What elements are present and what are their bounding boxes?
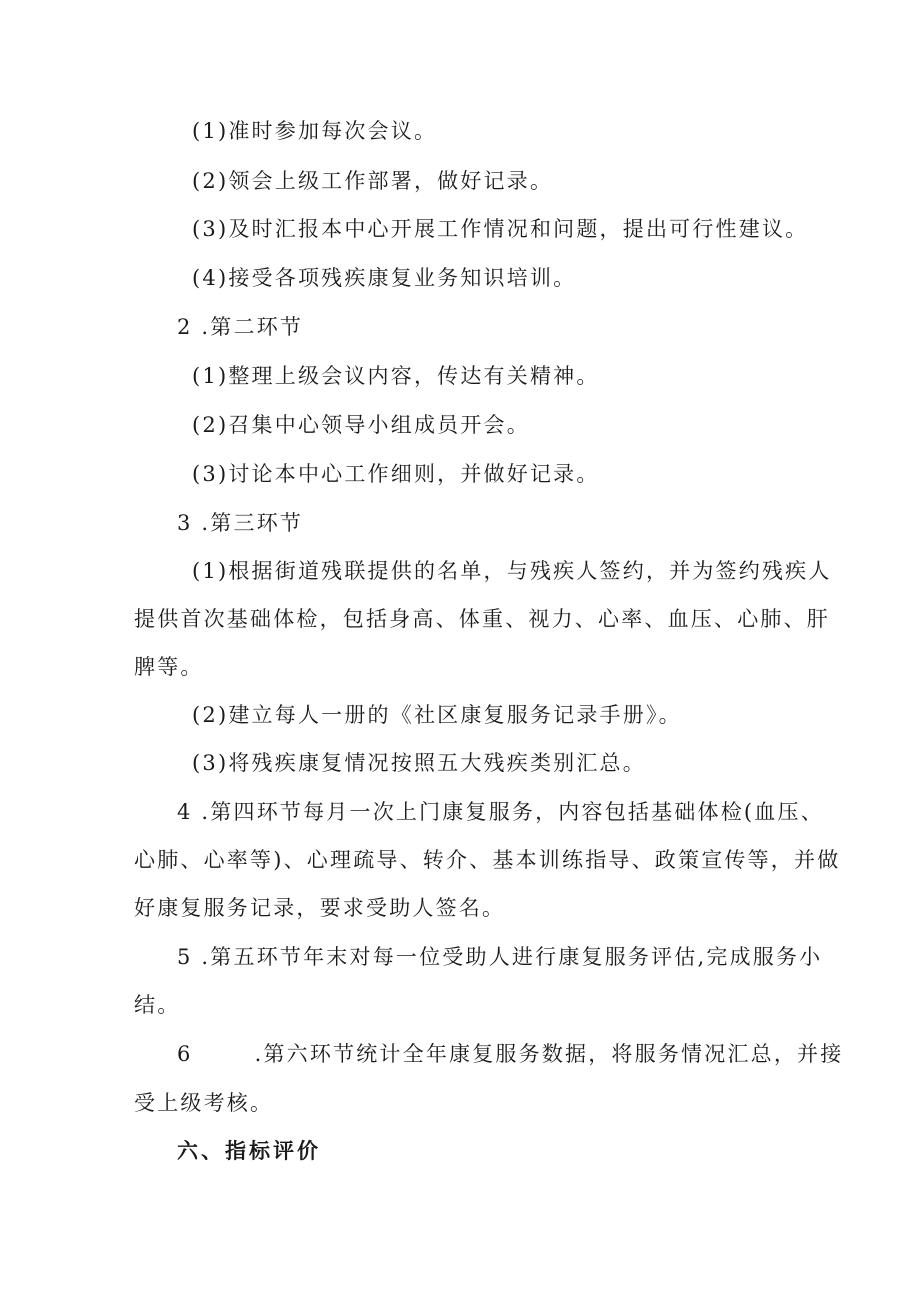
section-2-title: 2 .第二环节 [177, 315, 304, 339]
item-1-4: (4)接受各项残疾康复业务知识培训。 [192, 266, 577, 290]
heading-indicator-evaluation: 六、指标评价 [177, 1138, 321, 1163]
section-6-number: 6 [177, 1042, 193, 1066]
item-1-1: (1)准时参加每次会议。 [192, 119, 438, 143]
section-5-line2: 结。 [134, 993, 181, 1017]
section-6-line1 [177, 1039, 843, 1069]
item-2-3: (3)讨论本中心工作细则，并做好记录。 [192, 462, 600, 486]
item-3-3: (3)将残疾康复情况按照五大残疾类别汇总。 [192, 751, 646, 775]
section-5-line1: 5 .第五环节年末对每一位受助人进行康复服务评估,完成服务小 [177, 945, 823, 969]
item-3-1-line2: 提供首次基础体检，包括身高、体重、视力、心率、血压、心肺、肝 [134, 607, 830, 631]
item-1-3: (3)及时汇报本中心开展工作情况和问题，提出可行性建议。 [192, 217, 809, 241]
section-4-line2: 心肺、心率等)、心理疏导、转介、基本训练指导、政策宣传等，并做 [134, 848, 841, 872]
item-3-2: (2)建立每人一册的《社区康复服务记录手册》。 [192, 703, 682, 727]
section-4-line1: 4 .第四环节每月一次上门康复服务，内容包括基础体检(血压、 [177, 800, 824, 824]
section-4-line3: 好康复服务记录，要求受助人签名。 [134, 896, 506, 920]
item-3-1-line3: 脾等。 [134, 655, 204, 679]
item-2-1: (1)整理上级会议内容，传达有关精神。 [192, 364, 600, 388]
item-2-2: (2)召集中心领导小组成员开会。 [192, 413, 530, 437]
item-1-2: (2)领会上级工作部署，做好记录。 [192, 169, 554, 193]
section-3-title: 3 .第三环节 [177, 511, 304, 535]
item-3-1-line1: (1)根据街道残联提供的名单，与残疾人签约，并为签约残疾人 [192, 559, 832, 583]
section-6-line2: 受上级考核。 [134, 1091, 274, 1115]
section-6-text: .第六环节统计全年康复服务数据，将服务情况汇总，并接 [254, 1042, 844, 1066]
